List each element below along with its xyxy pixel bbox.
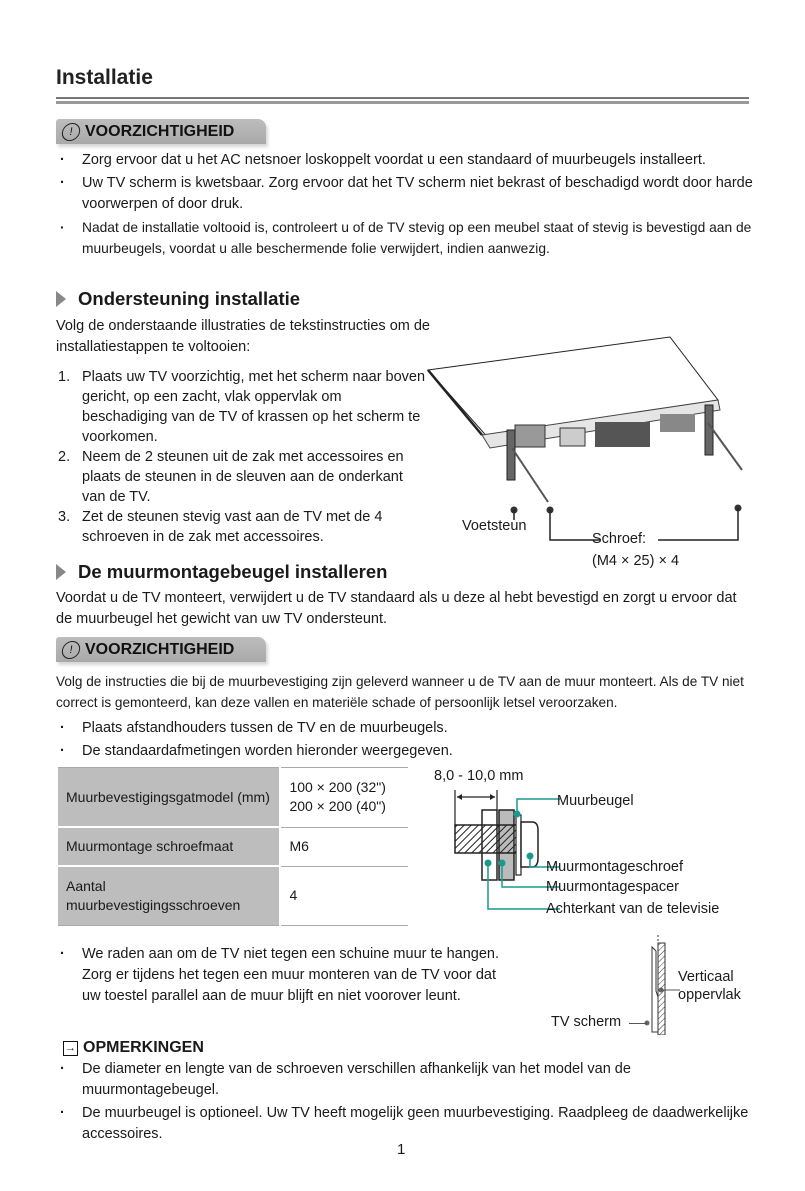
label-tv-screen: TV scherm — [551, 1014, 622, 1030]
dimension-label: 8,0 - 10,0 mm — [434, 768, 524, 784]
page-title: Installatie — [56, 66, 153, 89]
label-wall-bracket: Muurbeugel — [557, 793, 634, 809]
notes-list — [56, 1059, 756, 1147]
list-item: · De standaardafmetingen worden hieronder weergegeven. — [56, 741, 756, 762]
title-rule-thick — [56, 101, 749, 104]
wall-bullets — [56, 718, 756, 764]
label-wall-screw: Muurmontageschroef — [546, 859, 684, 875]
label-screw-spec: (M4 × 25) × 4 — [592, 553, 680, 569]
list-item: · De muurbeugel is optioneel. Uw TV heeft mogelijk geen muurbevestiging. Raadpleeg de daadwerkelijke accessoires. — [56, 1103, 756, 1145]
caution-list — [56, 150, 756, 261]
warning-exclamation-icon: ! — [60, 123, 81, 141]
section-heading-wall: De muurmontagebeugel installeren — [56, 561, 387, 583]
notes-heading: → OPMERKINGEN — [65, 1039, 204, 1056]
label-tv-back: Achterkant van de televisie — [546, 901, 720, 917]
caution-label: VOORZICHTIGHEID — [85, 640, 235, 658]
triangle-bullet-icon — [56, 564, 66, 580]
list-item: · De diameter en lengte van de schroeven verschillen afhankelijk van het model van de muurmontagebeugel. — [56, 1059, 756, 1101]
list-item: · We raden aan om de TV niet tegen een schuine muur te hangen. Zorg er tijdens het tegen een muur monteren van de TV voor dat uw toestel parallel aan de muur blijft en niet voorover leunt. — [56, 944, 516, 1007]
table-row: Aantal muurbevestigingsschroeven 4 — [58, 866, 408, 926]
stand-steps — [58, 367, 428, 547]
tv-screen-leader — [629, 1023, 647, 1024]
list-item: · Zorg ervoor dat u het AC netsnoer loskoppelt voordat u een standaard of muurbeugels installeert. — [56, 150, 756, 171]
caution-badge — [56, 119, 266, 144]
wall-mount-spec-table — [58, 767, 408, 926]
label-foot-stand: Voetsteun — [462, 518, 527, 534]
stand-intro: Volg de onderstaande illustraties de tekstinstructies om de installatiestappen te voltooien: — [56, 318, 430, 355]
tv-parallel-wall-diagram — [640, 935, 680, 1035]
section-heading-stand: Ondersteuning installatie — [56, 288, 300, 310]
list-item: · Nadat de installatie voltooid is, controleert u of de TV stevig op een meubel staat of stevig is bevestigd aan de muurbeugels, voordat u alle beschermende folie verwijdert, indien aanwezig. — [56, 217, 756, 259]
tv-stand-illustration — [420, 330, 760, 550]
step-item: 3. Zet de steunen stevig vast aan de TV met de 4 schroeven in de zak met accessoires. — [58, 509, 383, 545]
caution-badge — [56, 637, 266, 662]
label-screw: Schroef: — [592, 531, 646, 547]
wall-intro: Voordat u de TV monteert, verwijdert u de TV standaard als u deze al hebt bevestigd en zorgt u ervoor dat de muurbeugel het gewicht van uw TV ondersteunt. — [56, 590, 737, 627]
wall-caution-text: Volg de instructies die bij de muurbevestiging zijn geleverd wanneer u de TV aan de muur monteert. Als de TV niet correct is gemonteerd, kan deze vallen en materiële schade of persoonlijk letsel veroorzaken. — [56, 674, 744, 710]
caution-label: VOORZICHTIGHEID — [85, 122, 235, 140]
table-row: Muurbevestigingsgatmodel (mm) 100 × 200 (32") 200 × 200 (40") — [58, 768, 408, 828]
label-vertical-surface-2: oppervlak — [678, 987, 741, 1003]
list-item: · Plaats afstandhouders tussen de TV en de muurbeugels. — [56, 718, 756, 739]
arrow-right-box-icon: → — [65, 1042, 76, 1054]
tilt-bullet — [56, 944, 516, 1009]
wall-screw-diagram — [440, 785, 560, 910]
table-row: Muurmontage schroefmaat M6 — [58, 827, 408, 866]
label-wall-spacer: Muurmontagespacer — [546, 879, 679, 895]
list-item: · Uw TV scherm is kwetsbaar. Zorg ervoor dat het TV scherm niet bekrast of beschadigd wordt door harde voorwerpen of door druk. — [56, 173, 756, 215]
step-item: 1. Plaats uw TV voorzichtig, met het scherm naar boven gericht, op een zacht, vlak oppervlak om beschadiging van de TV of krassen op het scherm te voorkomen. — [58, 369, 426, 445]
page-number: 1 — [397, 1141, 406, 1158]
warning-exclamation-icon: ! — [60, 641, 81, 659]
label-vertical-surface: Verticaal — [678, 969, 734, 985]
triangle-bullet-icon — [56, 291, 66, 307]
step-item: 2. Neem de 2 steunen uit de zak met accessoires en plaats de steunen in de sleuven aan de onderkant van de TV. — [58, 449, 404, 505]
title-rule — [56, 97, 749, 99]
